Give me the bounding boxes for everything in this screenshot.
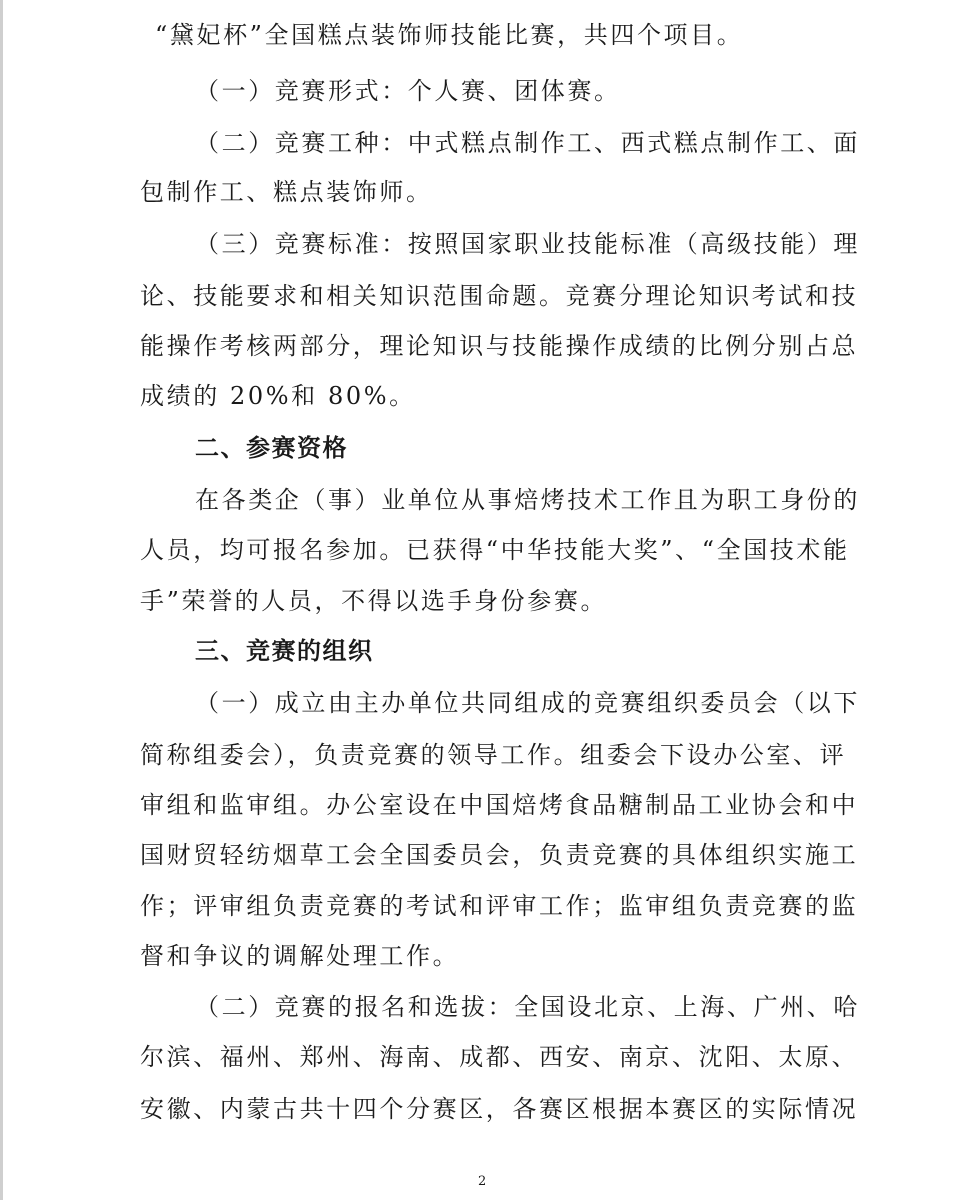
text-line-1: “黛妃杯”全国糕点装饰师技能比赛，共四个项目。 bbox=[155, 21, 744, 49]
text-line-18: 作；评审组负责竞赛的考试和评审工作；监审组负责竞赛的监 bbox=[140, 892, 859, 920]
text-line-17: 国财贸轻纺烟草工会全国委员会，负责竞赛的具体组织实施工 bbox=[140, 841, 859, 869]
text-line-15: 简称组委会），负责竞赛的领导工作。组委会下设办公室、评 bbox=[140, 741, 847, 769]
item-competition-trades: （二）竞赛工种：中式糕点制作工、西式糕点制作工、面 bbox=[195, 129, 860, 157]
item-competition-standard: （三）竞赛标准：按照国家职业技能标准（高级技能）理 bbox=[195, 230, 860, 258]
text-line-12: 手”荣誉的人员，不得以选手身份参赛。 bbox=[140, 587, 608, 615]
page-number: 2 bbox=[478, 1174, 487, 1189]
text-line-6: 论、技能要求和相关知识范围命题。竞赛分理论知识考试和技 bbox=[140, 282, 859, 310]
text-line-4: 包制作工、糕点装饰师。 bbox=[140, 178, 433, 206]
item-organizing-committee: （一）成立由主办单位共同组成的竞赛组织委员会（以下 bbox=[195, 689, 860, 717]
scan-edge bbox=[0, 0, 3, 1200]
text-line-16: 审组和监审组。办公室设在中国焙烤食品糖制品工业协会和中 bbox=[140, 791, 859, 819]
item-competition-format: （一）竞赛形式：个人赛、团体赛。 bbox=[195, 77, 621, 105]
text-line-7: 能操作考核两部分，理论知识与技能操作成绩的比例分别占总 bbox=[140, 332, 859, 360]
text-line-8: 成绩的 20%和 80%。 bbox=[140, 382, 416, 410]
text-line-21: 尔滨、福州、郑州、海南、成都、西安、南京、沈阳、太原、 bbox=[140, 1043, 859, 1071]
text-line-22: 安徽、内蒙古共十四个分赛区，各赛区根据本赛区的实际情况 bbox=[140, 1095, 859, 1123]
eligibility-paragraph-start: 在各类企（事）业单位从事焙烤技术工作且为职工身份的 bbox=[195, 486, 860, 514]
text-line-11: 人员，均可报名参加。已获得“中华技能大奖”、“全国技术能 bbox=[140, 536, 850, 564]
section-heading-eligibility: 二、参赛资格 bbox=[195, 434, 348, 462]
text-line-19: 督和争议的调解处理工作。 bbox=[140, 942, 460, 970]
item-registration-selection: （二）竞赛的报名和选拔：全国设北京、上海、广州、哈 bbox=[195, 993, 860, 1021]
section-heading-organization: 三、竞赛的组织 bbox=[195, 637, 374, 665]
